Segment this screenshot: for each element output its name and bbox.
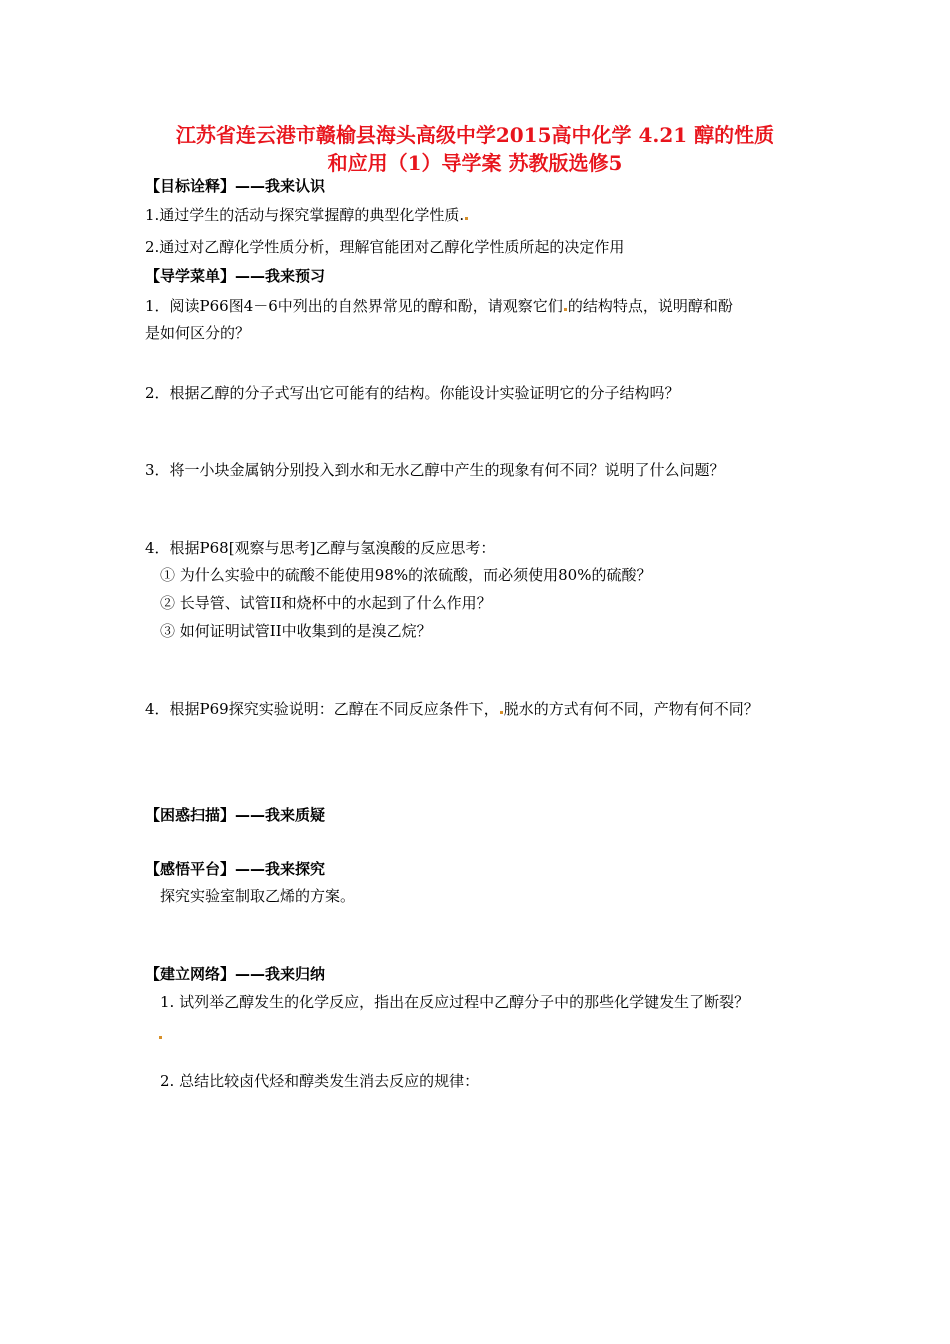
goals-item-1: [145, 205, 469, 225]
preview-question-1-part-2: 的结构特点，说明醇和酚: [567, 297, 733, 315]
network-item-1: 1. 试列举乙醇发生的化学反应，指出在反应过程中乙醇分子中的那些化学键发生了断裂？: [160, 993, 750, 1011]
document-title-line-2: 和应用（1）导学案 苏教版选修5: [327, 151, 623, 175]
preview-question-4: 4．根据P68[观察与思考]乙醇与氢溴酸的反应思考：: [145, 539, 496, 557]
preview-question-4-sub-3: ③ 如何证明试管II中收集到的是溴乙烷？: [160, 622, 432, 640]
edit-mark-icon: [564, 308, 567, 311]
preview-question-5-part-2: 脱水的方式有何不同，产物有何不同？: [503, 700, 759, 718]
edit-mark-icon: [159, 1036, 162, 1039]
preview-question-5-part-1: 4．根据P69探究实验说明：乙醇在不同反应条件下，: [145, 700, 499, 718]
preview-question-1-continued: 是如何区分的？: [145, 324, 251, 342]
goals-item-2: 2.通过对乙醇化学性质分析，理解官能团对乙醇化学性质所起的决定作用: [145, 238, 625, 256]
network-heading: 【建立网络】——我来归纳: [145, 965, 326, 983]
preview-question-4-sub-2: ② 长导管、试管II和烧杯中的水起到了什么作用？: [160, 594, 492, 612]
doubts-heading: 【困惑扫描】——我来质疑: [145, 806, 326, 824]
goals-heading: 【目标诠释】——我来认识: [145, 177, 326, 195]
preview-heading: 【导学菜单】——我来预习: [145, 267, 326, 285]
document-title-line-1: 江苏省连云港市赣榆县海头高级中学2015高中化学 4.21 醇的性质: [175, 123, 775, 147]
preview-question-5: [145, 699, 759, 719]
preview-question-4-sub-1: ① 为什么实验中的硫酸不能使用98%的浓硫酸，而必须使用80%的硫酸？: [160, 566, 652, 584]
network-item-2: 2. 总结比较卤代烃和醇类发生消去反应的规律：: [160, 1072, 480, 1090]
explore-heading: 【感悟平台】——我来探究: [145, 860, 326, 878]
preview-question-1-part-1: 1．阅读P66图4－6中列出的自然界常见的醇和酚，请观察它们: [145, 297, 563, 315]
edit-mark-icon: [500, 711, 503, 714]
preview-question-2: 2．根据乙醇的分子式写出它可能有的结构。你能设计实验证明它的分子结构吗？: [145, 384, 680, 402]
goals-item-1-text: 1.通过学生的活动与探究掌握醇的典型化学性质.: [145, 206, 465, 224]
edit-mark-icon: [465, 217, 468, 220]
preview-question-3: 3．将一小块金属钠分别投入到水和无水乙醇中产生的现象有何不同？说明了什么问题？: [145, 461, 725, 479]
explore-text: 探究实验室制取乙烯的方案。: [160, 887, 356, 905]
preview-question-1: [145, 296, 733, 316]
